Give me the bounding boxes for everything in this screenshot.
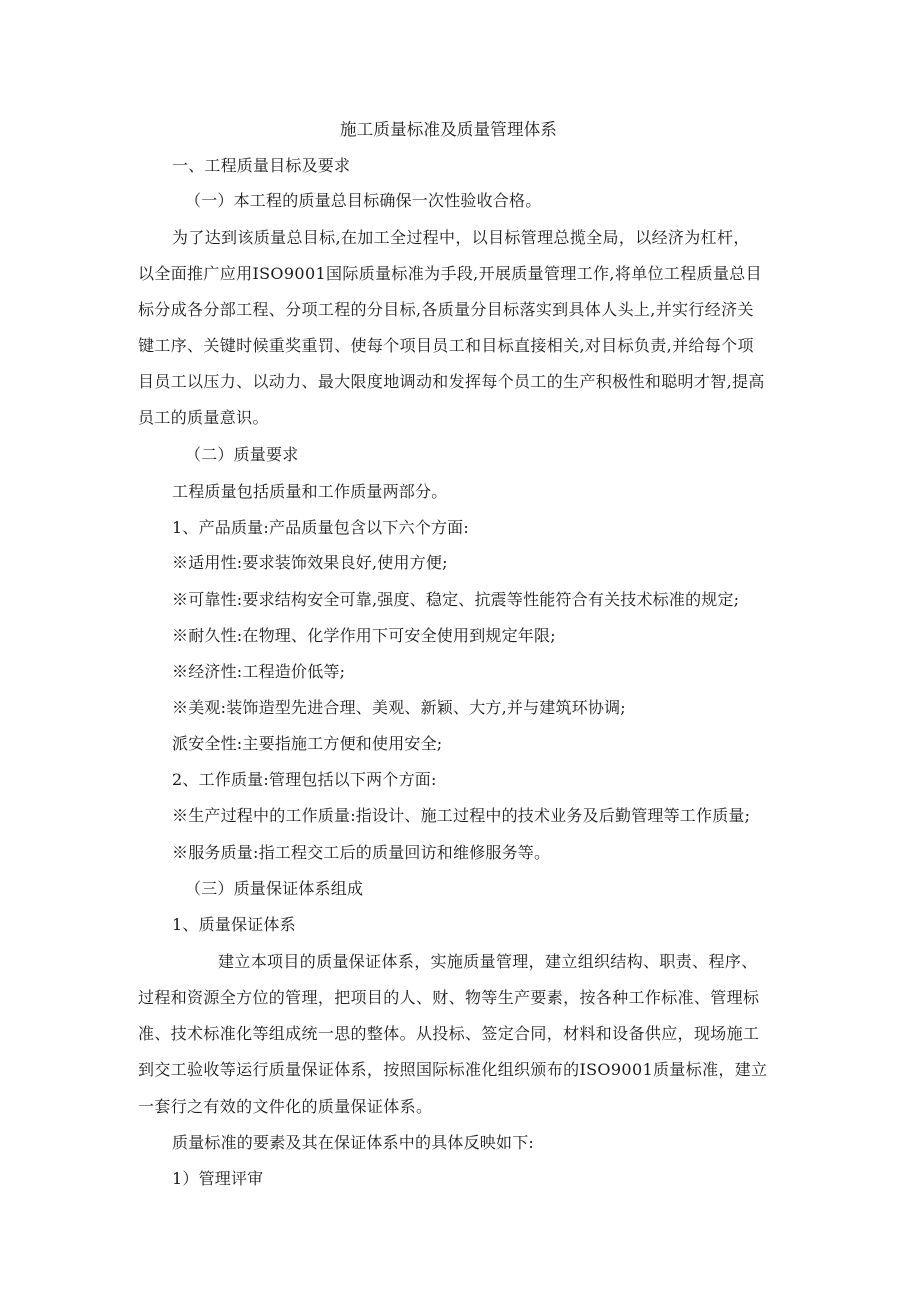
product-quality-item: ※可靠性:要求结构安全可靠,强度、稳定、抗震等性能符合有关技术标准的规定; [172, 590, 740, 609]
subsection-heading-1: （一）本工程的质量总目标确保一次性验收合格。 [185, 191, 542, 210]
section-heading-1: 一、工程质量目标及要求 [172, 156, 351, 175]
product-quality-item: 派安全性:主要指施工方便和使用安全; [172, 734, 443, 753]
paragraph-2-line: 一套行之有效的文件化的质量保证体系。 [138, 1097, 433, 1116]
elements-intro: 质量标准的要素及其在保证体系中的具体反映如下: [172, 1133, 534, 1152]
paragraph-2-line: 过程和资源全方位的管理，把项目的人、财、物等生产要素，按各种工作标准、管理标 [138, 988, 760, 1007]
paragraph-1-line: 员工的质量意识。 [138, 408, 269, 427]
subsection-heading-3: （三）质量保证体系组成 [185, 879, 364, 898]
work-quality-item: ※服务质量:指工程交工后的质量回访和维修服务等。 [172, 843, 551, 862]
work-quality-heading: 2、工作质量:管理包括以下两个方面: [172, 770, 437, 789]
paragraph-1-line: 键工序、关键时候重奖重罚、使每个项目员工和目标直接相关,对目标负责,并给每个项 [138, 336, 754, 355]
paragraph-1-line: 标分成各分部工程、分项工程的分目标,各质量分目标落实到具体人头上,并实行经济关 [138, 300, 754, 319]
paragraph-2-line: 建立本项目的质量保证体系，实施质量管理，建立组织结构、职责、程序、 [218, 952, 758, 971]
product-quality-heading: 1、产品质量:产品质量包含以下六个方面: [172, 518, 469, 537]
paragraph-1-line: 以全面推广应用ISO9001国际质量标准为手段,开展质量管理工作,将单位工程质量总目 [138, 264, 762, 283]
quality-intro: 工程质量包括质量和工作质量两部分。 [172, 482, 448, 501]
paragraph-1-line: 目员工以压力、以动力、最大限度地调动和发挥每个员工的生产积极性和聪明才智,提高 [138, 372, 765, 391]
product-quality-item: ※耐久性:在物理、化学作用下可安全使用到规定年限; [172, 626, 556, 645]
qa-system-heading: 1、质量保证体系 [172, 915, 296, 934]
paragraph-2-line: 准、技术标准化等组成统一思的整体。从投标、签定合同，材料和设备供应，现场施工 [138, 1024, 760, 1043]
subsection-heading-2: （二）质量要求 [185, 445, 299, 464]
management-review-heading: 1）管理评审 [172, 1169, 264, 1188]
work-quality-item: ※生产过程中的工作质量:指设计、施工过程中的技术业务及后勤管理等工作质量; [172, 806, 751, 825]
product-quality-item: ※适用性:要求装饰效果良好,使用方便; [172, 553, 448, 572]
paragraph-2-line: 到交工验收等运行质量保证体系，按照国际标准化组织颁布的ISO9001质量标准，建立 [138, 1060, 768, 1079]
product-quality-item: ※美观:装饰造型先进合理、美观、新颖、大方,并与建筑环协调; [172, 698, 626, 717]
product-quality-item: ※经济性:工程造价低等; [172, 662, 346, 681]
paragraph-1-line: 为了达到该质量总目标,在加工全过程中，以目标管理总揽全局，以经济为杠杆， [172, 228, 750, 247]
document-title: 施工质量标准及质量管理体系 [340, 120, 558, 139]
